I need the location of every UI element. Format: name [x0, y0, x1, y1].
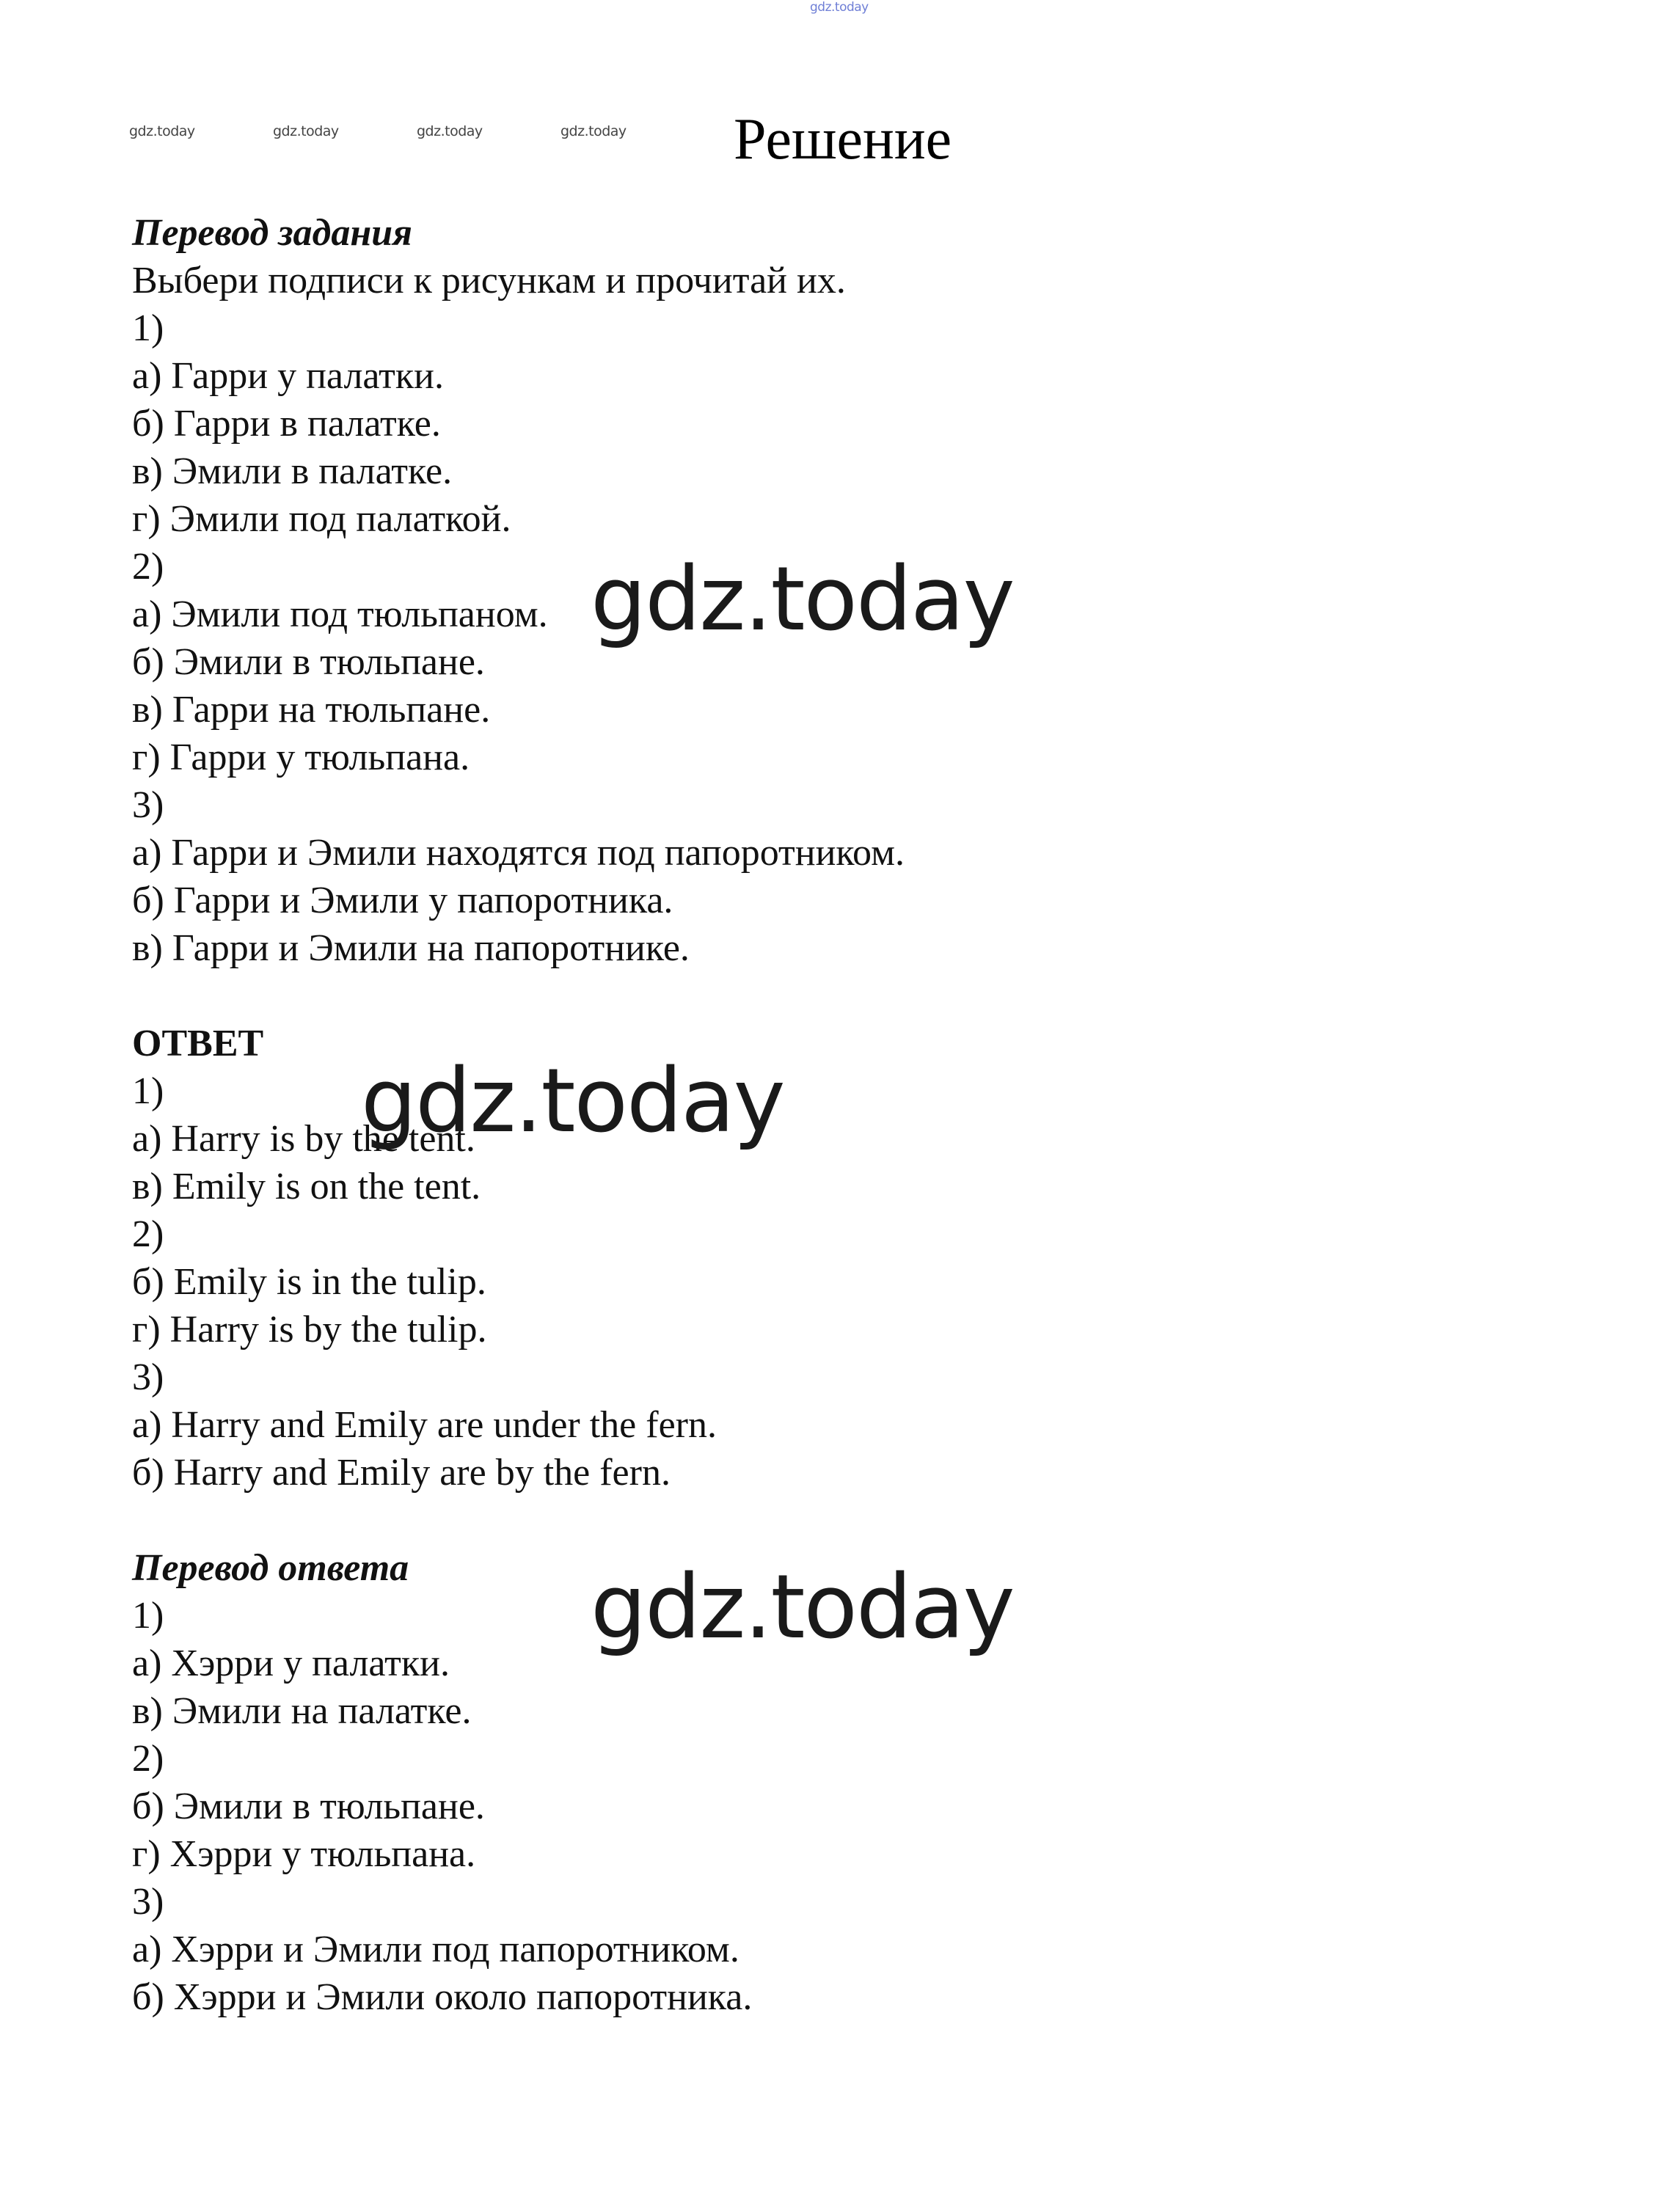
- list-item: а) Гарри и Эмили находятся под папоротником.: [132, 832, 905, 874]
- group-number: 3): [132, 1881, 164, 1923]
- list-item: а) Гарри у палатки.: [132, 355, 444, 397]
- watermark-large: gdz.today: [361, 1050, 784, 1152]
- list-item: г) Хэрри у тюльпана.: [132, 1833, 476, 1875]
- list-item: г) Harry is by the tulip.: [132, 1309, 487, 1351]
- list-item: в) Гарри на тюльпане.: [132, 689, 491, 731]
- page-title: Решение: [734, 107, 952, 172]
- list-item: в) Эмили в палатке.: [132, 450, 453, 492]
- list-item: б) Эмили в тюльпане.: [132, 1786, 485, 1827]
- list-item: в) Emily is on the tent.: [132, 1166, 481, 1207]
- list-item: б) Harry and Emily are by the fern.: [132, 1452, 671, 1494]
- task-instruction: Выбери подписи к рисункам и прочитай их.: [132, 260, 846, 302]
- watermark-small: gdz.today: [273, 123, 339, 139]
- group-number: 1): [132, 307, 164, 349]
- list-item: б) Хэрри и Эмили около папоротника.: [132, 1976, 753, 2018]
- watermark-small: gdz.today: [129, 123, 195, 139]
- group-number: 1): [132, 1070, 164, 1112]
- group-number: 3): [132, 784, 164, 826]
- section-title: ОТВЕТ: [132, 1023, 264, 1064]
- section-title: Перевод ответа: [132, 1547, 409, 1589]
- watermark-top: gdz.today: [810, 0, 869, 15]
- list-item: г) Гарри у тюльпана.: [132, 737, 470, 778]
- list-item: а) Хэрри и Эмили под папоротником.: [132, 1929, 739, 1970]
- list-item: в) Эмили на палатке.: [132, 1690, 472, 1732]
- list-item: г) Эмили под палаткой.: [132, 498, 511, 540]
- group-number: 2): [132, 1213, 164, 1255]
- watermark-large: gdz.today: [591, 1557, 1014, 1659]
- watermark-small: gdz.today: [560, 123, 627, 139]
- section-title: Перевод задания: [132, 212, 412, 254]
- list-item: а) Эмили под тюльпаном.: [132, 593, 548, 635]
- watermark-small: gdz.today: [417, 123, 483, 139]
- group-number: 1): [132, 1595, 164, 1637]
- list-item: б) Emily is in the tulip.: [132, 1261, 486, 1303]
- list-item: б) Гарри в палатке.: [132, 403, 441, 445]
- group-number: 2): [132, 546, 164, 588]
- list-item: а) Harry and Emily are under the fern.: [132, 1404, 717, 1446]
- list-item: в) Гарри и Эмили на папоротнике.: [132, 927, 690, 969]
- list-item: б) Гарри и Эмили у папоротника.: [132, 880, 673, 921]
- group-number: 3): [132, 1356, 164, 1398]
- list-item: б) Эмили в тюльпане.: [132, 641, 485, 683]
- list-item: а) Harry is by the tent.: [132, 1118, 475, 1160]
- spacer: [132, 1496, 1306, 1544]
- group-number: 2): [132, 1738, 164, 1780]
- watermark-large: gdz.today: [591, 549, 1014, 651]
- spacer: [132, 972, 1306, 1020]
- list-item: а) Хэрри у палатки.: [132, 1642, 450, 1684]
